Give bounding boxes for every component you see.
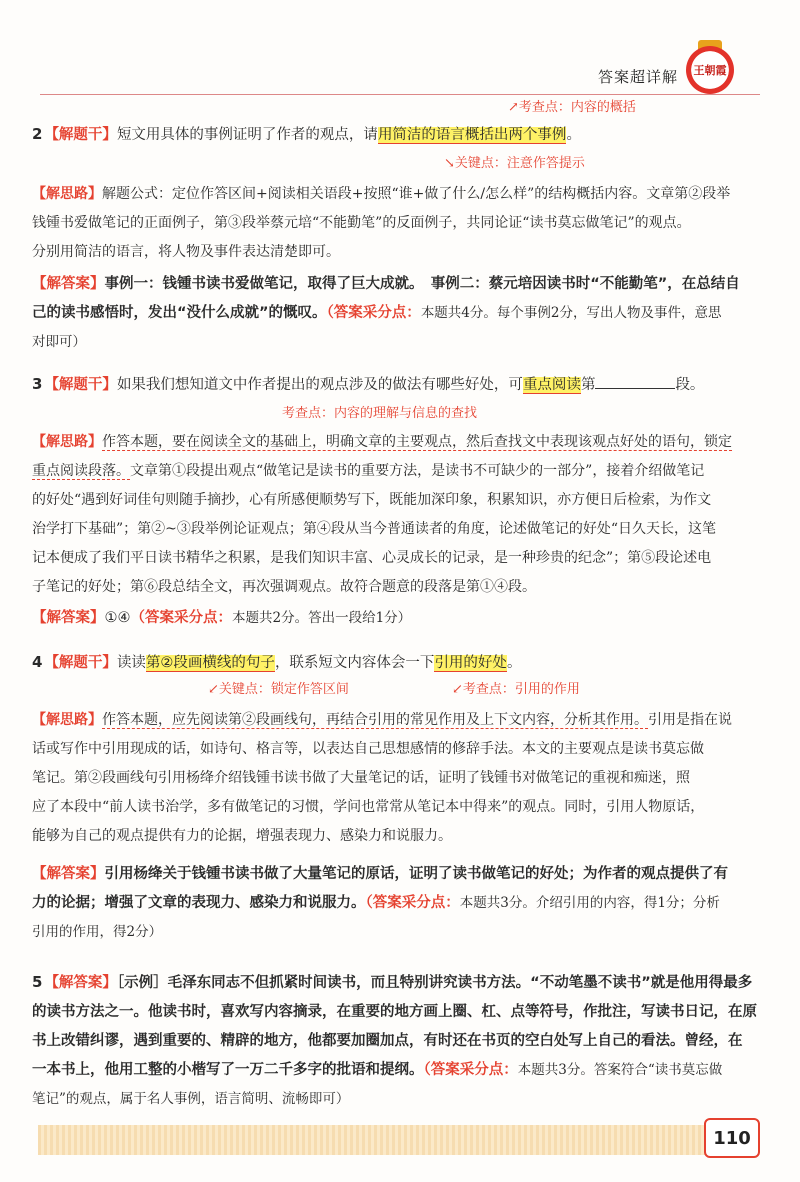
q4-note-right: ↙考查点：引用的作用: [452, 682, 580, 697]
q5-score-text-end: 笔记”的观点，属于名人事例，语言简明、流畅即可）: [32, 1091, 350, 1107]
q2-note-bottom: ↘关键点：注意作答提示: [444, 156, 585, 171]
q5-answer-text: 的读书方法之一。他读书时，喜欢写内容摘录，在重要的地方画上圈、杠、点等符号，作批注，写读书日记，在原: [32, 1004, 757, 1020]
question-3: [32, 358, 760, 648]
q3-answer-text: ①④: [104, 610, 131, 626]
q2-answer-tag: 【解答案】: [32, 276, 105, 292]
q4-stem-highlight-1: 第②段画横线的句子: [145, 655, 275, 671]
q4-number: 4: [32, 653, 43, 671]
q4-stem-end: 。: [506, 655, 522, 671]
q2-solution: [32, 180, 760, 267]
q3-stem-tag: 【解题干】: [44, 377, 117, 393]
q5-answer-line: [32, 998, 760, 1027]
q2-note-top: ↗考查点：内容的概括: [508, 100, 636, 115]
header-divider: [40, 94, 760, 95]
q2-stem-end: 。: [566, 127, 581, 143]
q5-answer-line: [32, 968, 760, 998]
q2-score-text: 本题共4分。每个事例2分，写出人物及事件，意思: [420, 305, 722, 321]
q5-answer-text: ［示例］毛泽东同志不但抓紧时间读书，而且特别讲究读书方法。“不动笔墨不读书”就是他用得最多: [116, 975, 753, 991]
q3-stem-highlight: 重点阅读: [522, 377, 581, 393]
q4-score-text: 本题共3分。介绍引用的内容，得1分；分析: [459, 895, 720, 911]
q3-blank: [595, 374, 675, 389]
q2-score-text-end: 对即可）: [32, 334, 86, 350]
q3-score-text: 本题共2分。答出一段给1分）: [232, 610, 412, 626]
q4-stem-mid: ，联系短文内容体会一下: [274, 655, 435, 671]
q4-solution-line: 引用是指在说: [648, 712, 732, 728]
q3-solution-line: 的好处“遇到好词佳句则随手摘抄，心有所感便顺势写下，既能加深印象，积累知识，亦方便日后检索，为作文: [32, 492, 712, 508]
question-5: [32, 968, 760, 1148]
q5-answer-line: [32, 1056, 760, 1085]
q2-solution-line: 解题公式：定位作答区间+阅读相关语段+按照“谁+做了什么/怎么样”的结构概括内容。文章第②段举: [102, 186, 731, 202]
q5-score-tag: （答案采分点：: [423, 1062, 518, 1078]
page-number: 110: [704, 1118, 760, 1158]
q4-answer: [32, 860, 760, 947]
q2-answer-line: 己的读书感悟时，发出“没什么成就”的慨叹。: [32, 305, 327, 321]
q4-solution: [32, 706, 760, 851]
header-title: 答案超详解: [597, 68, 678, 86]
brand-logo: [686, 46, 734, 94]
q3-number: 3: [32, 375, 43, 393]
q3-stem-end: 段。: [675, 377, 705, 393]
q2-score-tag: （答案采分点：: [326, 305, 421, 321]
q4-stem: [32, 648, 521, 678]
q3-stem: [32, 370, 704, 400]
q5-score-text: 本题共3分。答案符合“读书莫忘做: [517, 1062, 723, 1078]
q4-stem-text: 读读: [116, 655, 146, 671]
q4-score-text-end: 引用的作用，得2分）: [32, 924, 163, 940]
q2-answer: [32, 270, 760, 357]
q2-answer-line: 事例一：钱锺书读书爱做笔记，取得了巨大成就。 事例二：蔡元培因读书时“不能勤笔”，在总结自: [104, 276, 740, 292]
q3-solution-line: 子笔记的好处；第⑥段总结全文，再次强调观点。故符合题意的段落是第①④段。: [32, 579, 536, 595]
footer-decoration: [38, 1125, 744, 1155]
q5-number: 5: [32, 973, 43, 991]
q3-solution-line: 作答本题，要在阅读全文的基础上，明确文章的主要观点，然后查找文中表现该观点好处的语句，锁定: [102, 434, 732, 450]
q4-solution-line: 话或写作中引用现成的话，如诗句、格言等，以表达自己思想感情的修辞手法。本文的主要观点是读书莫忘做: [32, 741, 704, 757]
q4-answer-line: 引用杨绛关于钱锺书读书做了大量笔记的原话，证明了读书做笔记的好处；为作者的观点提供了有: [104, 866, 728, 882]
q5-answer-text: 一本书上，他用工整的小楷写了一万二千多字的批语和提纲。: [32, 1062, 424, 1078]
q4-solution-line: 作答本题，应先阅读第②段画线句，再结合引用的常见作用及上下文内容，分析其作用。: [102, 712, 648, 728]
q4-solution-tag: 【解思路】: [32, 712, 102, 728]
q4-solution-line: 笔记。第②段画线句引用杨绛介绍钱锺书读书做了大量笔记的话，证明了钱锺书对做笔记的重视和痴迷，照: [32, 770, 690, 786]
q4-stem-highlight-2: 引用的好处: [434, 655, 507, 671]
q4-answer-tag: 【解答案】: [32, 866, 105, 882]
q5-answer-tag: 【解答案】: [44, 975, 117, 991]
q5-answer-text: 书上改错纠谬，遇到重要的、精辟的地方，他都要加圈加点，有时还在书页的空白处写上自己的看法。曾经，在: [32, 1033, 743, 1049]
answer-content: [32, 100, 760, 1148]
page-header: [0, 40, 800, 90]
q3-answer-tag: 【解答案】: [32, 610, 105, 626]
q3-stem-text: 如果我们想知道文中作者提出的观点涉及的做法有哪些好处，可: [116, 377, 523, 393]
q3-answer: [32, 604, 411, 633]
q3-solution-tag: 【解思路】: [32, 434, 102, 450]
q4-solution-line: 能够为自己的观点提供有力的论据，增强表现力、感染力和说服力。: [32, 828, 452, 844]
q2-solution-line: 分别用简洁的语言，将人物及事件表达清楚即可。: [32, 244, 340, 260]
q3-score-tag: （答案采分点：: [130, 610, 232, 626]
q4-solution-line: 应了本段中“前人读书治学，多有做笔记的习惯，学问也常常从笔记本中得来”的观点。同时，引用人物原话，: [32, 799, 705, 815]
q2-stem: [32, 120, 581, 150]
q3-solution-line: 文章第①段提出观点“做笔记是读书的重要方法，是读书不可缺少的一部分”，接着介绍做笔记: [130, 463, 705, 479]
question-4: [32, 648, 760, 968]
q5-answer-line: [32, 1085, 760, 1114]
q2-stem-highlight: 用简洁的语言概括出两个事例: [377, 127, 567, 143]
q3-note: 考查点：内容的理解与信息的查找: [282, 406, 478, 421]
q2-solution-line: 钱锺书爱做笔记的正面例子，第③段举蔡元培“不能勤笔”的反面例子，共同论证“读书莫忘做笔记”的观点。: [32, 215, 691, 231]
q4-answer-line: 力的论据；增强了文章的表现力、感染力和说服力。: [32, 895, 366, 911]
q2-stem-tag: 【解题干】: [44, 127, 117, 143]
logo-text: 王朝霞: [693, 64, 727, 77]
q3-solution-line: 治学打下基础”；第②~③段举例论证观点；第④段从当今普通读者的角度，论述做笔记的好处“日久天长，这笔: [32, 521, 717, 537]
q5-answer-line: [32, 1027, 760, 1056]
q3-solution-line: 记本便成了我们平日读书精华之积累，是我们知识丰富、心灵成长的记录，是一种珍贵的纪念”；第⑤段论述电: [32, 550, 712, 566]
q2-number: 2: [32, 125, 43, 143]
q2-solution-tag: 【解思路】: [32, 186, 102, 202]
q4-stem-tag: 【解题干】: [44, 655, 117, 671]
q3-solution-line: 重点阅读段落。: [32, 463, 130, 479]
q3-stem-mid: 第: [580, 377, 596, 393]
q4-note-left: ↙关键点：锁定作答区间: [208, 682, 349, 697]
question-2: [32, 100, 760, 358]
q4-score-tag: （答案采分点：: [365, 895, 460, 911]
q3-solution: [32, 428, 760, 602]
q2-stem-text: 短文用具体的事例证明了作者的观点，请: [116, 127, 378, 143]
